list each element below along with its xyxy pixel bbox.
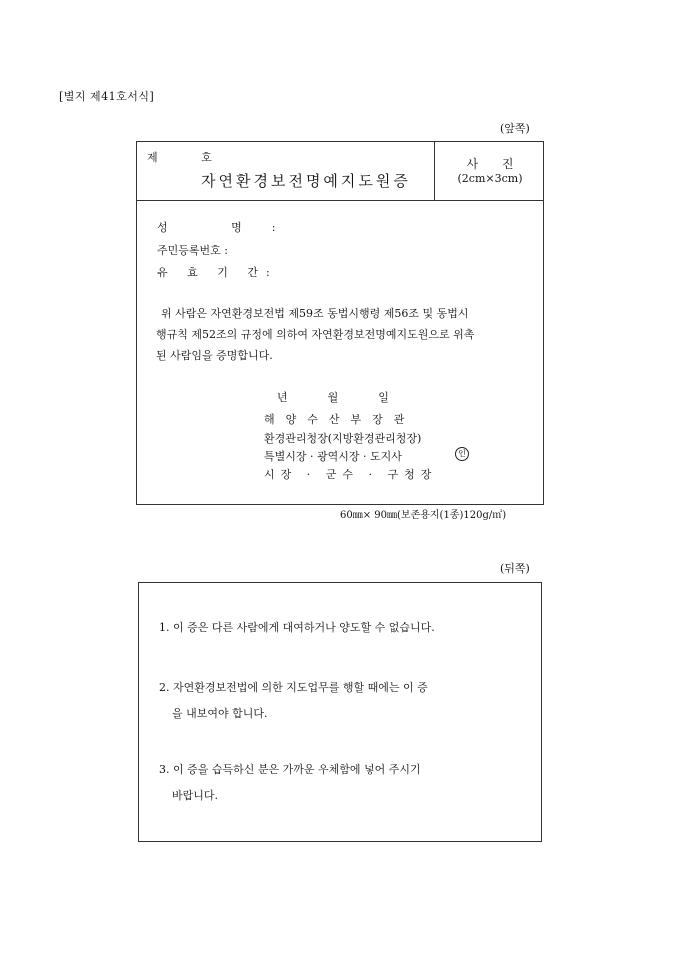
date-year-label: 년	[277, 391, 292, 404]
field-validity-label: 유 효 기 간	[157, 266, 266, 279]
notice-item-3	[159, 757, 529, 809]
notice-item-3-line-1: 3. 이 증을 습득하신 분은 가까운 우체함에 넣어 주시기	[159, 763, 421, 776]
paper-size-note: 60㎜× 90㎜(보존용지(1종)120g/㎡)	[340, 510, 507, 521]
issuer-line-3: 특별시장 · 광역시장 · 도지사	[264, 450, 402, 463]
photo-label: 사 진	[466, 157, 524, 171]
field-name-sep: :	[271, 221, 276, 234]
issuer-line-1: 해양수산부장관	[264, 413, 416, 426]
form-number: [별지 제41호서식]	[59, 90, 155, 103]
card-title: 자연환경보전명예지도원증	[201, 172, 411, 190]
notice-item-2	[159, 675, 529, 727]
card-number-label: 제 호	[147, 151, 232, 164]
front-side-label: (앞쪽)	[500, 122, 530, 135]
field-resident-number-label: 주민등록번호	[157, 244, 221, 257]
seal-mark: 인	[455, 447, 469, 461]
date-day-label: 일	[378, 391, 393, 404]
notice-item-1-line: 1. 이 증은 다른 사람에게 대여하거나 양도할 수 없습니다.	[159, 621, 435, 634]
field-name	[157, 219, 275, 235]
field-validity-sep: :	[266, 266, 270, 279]
back-side-label: (뒤쪽)	[500, 562, 530, 575]
certification-statement	[156, 303, 526, 366]
statement-line-1: 위 사람은 자연환경보전법 제59조 동법시행령 제56조 및 동법시	[161, 307, 469, 320]
field-resident-number	[157, 242, 228, 258]
id-card-back	[138, 582, 542, 842]
photo-size: (2cm×3cm)	[457, 172, 523, 185]
issuer-line-4: 시장 · 군수 · 구청장	[264, 468, 438, 481]
field-name-label: 성 명	[157, 221, 272, 234]
notice-item-3-line-2: 바랍니다.	[172, 789, 219, 802]
statement-line-2: 행규칙 제52조의 규정에 의하여 자연환경보전명예지도원으로 위촉	[156, 328, 475, 341]
notice-item-2-line-2: 을 내보여야 합니다.	[172, 707, 268, 720]
field-validity-period	[157, 264, 270, 280]
issuer-line-2: 환경관리청장(지방환경관리청장)	[264, 432, 422, 445]
date-month-label: 월	[327, 391, 343, 404]
field-resident-number-sep: :	[224, 244, 228, 257]
card-header	[137, 142, 543, 201]
notice-item-1	[159, 615, 529, 641]
notice-item-2-line-1: 2. 자연환경보전법에 의한 지도업무를 행할 때에는 이 증	[159, 681, 428, 694]
issue-date	[277, 389, 429, 405]
id-card-front	[136, 141, 544, 505]
statement-line-3: 된 사람임을 증명합니다.	[156, 349, 273, 362]
